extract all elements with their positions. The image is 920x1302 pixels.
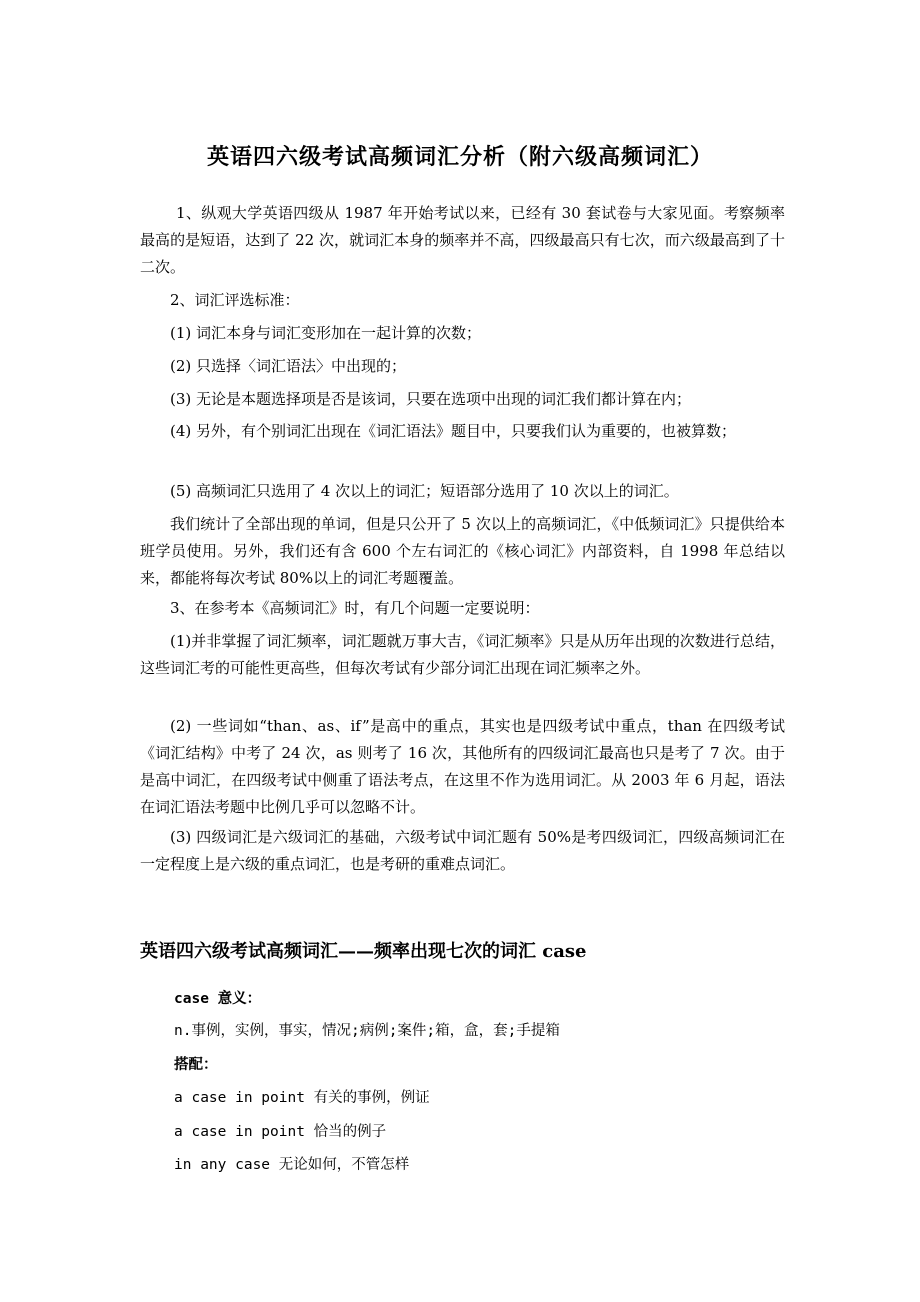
collocation-label: 搭配： [174, 1057, 218, 1073]
meaning-text: n.事例，实例，事实，情况;病例;案件;箱，盒，套;手提箱 [174, 1023, 560, 1039]
collocation-item: a case in point 有关的事例，例证 [174, 1090, 430, 1106]
paragraph-criterion-1: (1) 词汇本身与词汇变形加在一起计算的次数； [170, 324, 482, 342]
meaning-label: case 意义： [174, 991, 262, 1007]
paragraph-note-1: (1)并非掌握了词汇频率，词汇题就万事大吉，《词汇频率》只是从历年出现的次数进行总结，这些词汇考的可能性更高些，但每次考试有少部分词汇出现在词汇频率之外。 [140, 632, 785, 677]
paragraph-criterion-3: (3) 无论是本题选择项是否是该词，只要在选项中出现的词汇我们都计算在内； [170, 390, 692, 408]
paragraph-notes-heading: 3、在参考本《高频词汇》时，有几个问题一定要说明： [170, 599, 540, 617]
paragraph-criterion-4: (4) 另外，有个别词汇出现在《词汇语法》题目中，只要我们认为重要的，也被算数； [170, 422, 737, 440]
paragraph-note-2: (2) 一些词如“than、as、if”是高中的重点，其实也是四级考试中重点，than 在四级考试《词汇结构》中考了 24 次，as 则考了 16 次，其他所有的四级词汇最高也只是考了 7 次。由于是高中词汇，在四级考试中侧重了语法考点，在这里不作为选用词汇。从 2003 年 6 月起，语法在词汇语法考题中比例几乎可以忽略不计。 [140, 717, 785, 816]
paragraph-criterion-2: (2) 只选择〈词汇语法〉中出现的； [170, 357, 407, 375]
paragraph-intro: 1、纵观大学英语四级从 1987 年开始考试以来，已经有 30 套试卷与大家见面。考察频率最高的是短语，达到了 22 次，就词汇本身的频率并不高，四级最高只有七次，而六级最高到了十二次。 [140, 204, 785, 276]
paragraph-criteria-heading: 2、词汇评选标准： [170, 291, 300, 309]
paragraph-criterion-5: (5) 高频词汇只选用了 4 次以上的词汇；短语部分选用了 10 次以上的词汇。 [170, 482, 679, 500]
paragraph-statistics: 我们统计了全部出现的单词，但是只公开了 5 次以上的高频词汇，《中低频词汇》只提供给本班学员使用。另外，我们还有含 600 个左右词汇的《核心词汇》内部资料，自 1998 年总结以来，都能将每次考试 80%以上的词汇考题覆盖。 [140, 515, 785, 587]
document-title: 英语四六级考试高频词汇分析（附六级高频词汇） [206, 144, 713, 170]
paragraph-note-3: (3) 四级词汇是六级词汇的基础，六级考试中词汇题有 50%是考四级词汇，四级高频词汇在一定程度上是六级的重点词汇，也是考研的重难点词汇。 [140, 828, 785, 873]
section-heading: 英语四六级考试高频词汇——频率出现七次的词汇 case [140, 941, 587, 962]
collocation-item: a case in point 恰当的例子 [174, 1124, 387, 1140]
collocation-item: in any case 无论如何，不管怎样 [174, 1157, 410, 1173]
